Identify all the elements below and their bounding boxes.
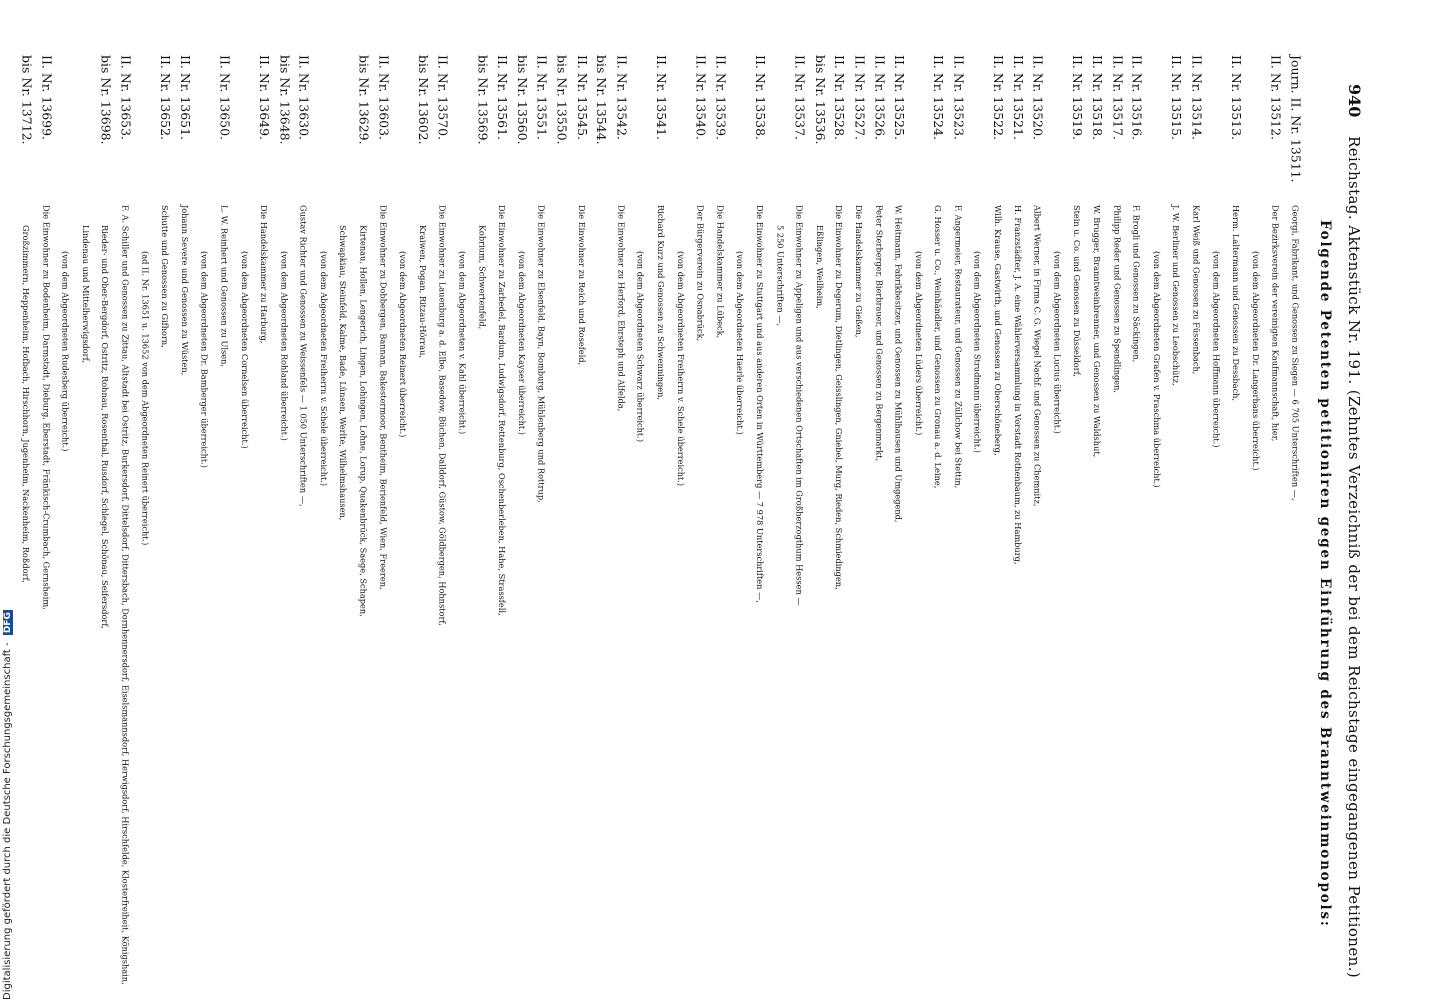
petitioner-text	[16, 205, 56, 985]
petition-entry	[869, 55, 889, 985]
petition-text-line: Die Einwohner zu Bodenheim, Darmstadt, Dieburg, Eberstadt, Fränkisch-Crumbach, Gernsheim,	[41, 205, 51, 610]
petition-text-line: (von dem Abgeordneten Kayser überreicht.)	[517, 251, 527, 436]
journal-reference	[1146, 55, 1186, 205]
petitioner-text	[1027, 205, 1047, 985]
footer-text: Digitalisierung gefördert durch die Deutsche Forschungsgemeinschaft -	[2, 642, 13, 1000]
petition-entry	[175, 55, 195, 985]
petitioner-text	[1107, 205, 1127, 985]
journal-reference	[889, 55, 909, 205]
petitioner-text	[809, 205, 849, 985]
petition-entry	[631, 55, 671, 985]
journal-reference	[512, 55, 552, 205]
petitioner-text	[730, 205, 770, 985]
petitioner-text	[56, 205, 135, 985]
petition-text-line: Georgi, Fabrikant, und Genossen zu Siegen — 6 705 Unterschriften —,	[1290, 205, 1301, 501]
petition-text-line: H. Franzstädter, J. A. eine Wählerversammlung in Vorstadt Rothenbaum, zu Hamburg,	[1012, 205, 1023, 565]
petitioner-text	[968, 205, 1008, 985]
journal-reference	[1047, 55, 1087, 205]
journal-number: bis Nr. 13560.	[515, 55, 530, 145]
petition-text-line: (von dem Abgeordneten Freiherrn v. Schele überreicht.)	[318, 251, 329, 487]
journal-number: II. Nr. 13514.	[1189, 55, 1204, 141]
petition-text-line: (ad II. Nr. 13651 u. 13652 von dem Abgeordneten Reinert überreicht.)	[140, 251, 150, 546]
petitioner-text	[1146, 205, 1186, 985]
petition-text-line: F. A. Schiller und Genossen zu Zittau, Altstadt bei Ostritz, Burkersdorf, Dittelsdorf, Dittersbach, Dornhennersdorf, Eiselsmannsdorf, Herwigsdorf, Hirschfelde, Klosterfreiheit, Königshain,	[120, 205, 131, 985]
petitioner-text	[452, 205, 511, 985]
petition-text-line: Richard Kurz und Genossen zu Schwenningen,	[655, 205, 666, 401]
petitioner-text	[1246, 205, 1286, 985]
petitioner-text	[908, 205, 948, 985]
petitioner-text	[1087, 205, 1107, 985]
journal-number: II. Nr. 13652.	[158, 55, 173, 141]
petition-entry	[234, 55, 274, 985]
petition-text-line: (von dem Abgeordneten Strudmann überreicht.)	[973, 251, 983, 454]
journal-reference	[1027, 55, 1047, 205]
journal-number: II. Nr. 13651.	[178, 55, 193, 141]
journal-number: II. Nr. 13515.	[1169, 55, 1185, 141]
journal-number: II. Nr. 13522.	[991, 55, 1006, 141]
journal-number: II. Nr. 13539.	[713, 55, 728, 141]
journal-reference	[908, 55, 948, 205]
intro-line: Folgende Petenten petitioniren gegen Einführung des Branntweinmonopols:	[1317, 220, 1333, 928]
petition-text-line: Die Einwohner zu Zarbedel, Bardum, Ludwigsdorf, Rettenburg, Oschenberleben, Hahe, Strassfell,	[497, 205, 507, 616]
journal-number: II. Nr. 13525.	[891, 55, 907, 141]
petition-entry	[770, 55, 810, 985]
journal-reference	[631, 55, 671, 205]
petition-text-line: (von dem Abgeordneten Dr. Bamberger überreicht.)	[199, 251, 210, 469]
petitioner-text	[591, 205, 631, 985]
petition-text-line: (von dem Abgeordneten Cornelsen überreicht.)	[239, 251, 250, 449]
journal-reference	[393, 55, 452, 205]
petition-entry	[809, 55, 849, 985]
petition-entry	[908, 55, 948, 985]
journal-number: II. Nr. 13516.	[1129, 55, 1145, 141]
journal-number: bis Nr. 13629.	[356, 55, 371, 145]
journal-number: II. Nr. 13649.	[257, 55, 272, 141]
petition-entry	[1047, 55, 1087, 985]
petitioner-text	[1047, 205, 1087, 985]
journal-number: II. Nr. 13541.	[654, 55, 669, 141]
petition-entry	[551, 55, 591, 985]
petition-text-line: Die Einwohner zu Reich und Rosefeld,	[576, 205, 587, 366]
journal-number: bis Nr. 13712.	[19, 55, 34, 145]
petition-text-line: F. Angermeier, Restaurateur, und Genossen zu Züllchow bei Stettin,	[953, 205, 964, 489]
footer-strip	[2, 10, 16, 1000]
journal-number: II. Nr. 13527.	[852, 55, 867, 141]
petition-entry	[948, 55, 968, 985]
petitioner-text	[1206, 205, 1246, 985]
petition-text-line: Die Einwohner zu Stuttgart und aus anderen Orten in Württemberg — 7 978 Unterschriften —,	[755, 205, 765, 603]
journal-number: II. Nr. 13517.	[1110, 55, 1125, 141]
petition-entry	[512, 55, 552, 985]
journal-reference	[1285, 55, 1305, 205]
petition-text-line: Die Handelskammer zu Lübeck,	[715, 205, 726, 339]
journal-reference	[1107, 55, 1127, 205]
petition-text-line: Großzimmern, Heppenheim, Hofbach, Hirschhorn, Jugenheim, Nackenheim, Roßdorf,	[21, 225, 31, 583]
journal-number: II. Nr. 13630.	[297, 55, 312, 141]
journal-number: II. Nr. 13520.	[1030, 55, 1046, 141]
petition-text-line: Lindenau und Mittelherwigsdorf,	[80, 225, 91, 363]
petitioner-text	[1186, 205, 1206, 985]
petition-entry	[968, 55, 1008, 985]
petition-text-line: Der Bürgerverein zu Osnabrück,	[695, 205, 706, 342]
journal-number: II. Nr. 13528.	[832, 55, 847, 141]
journal-number: II. Nr. 13518.	[1090, 55, 1105, 141]
petition-entry	[849, 55, 869, 985]
journal-reference	[135, 55, 175, 205]
journal-number: bis Nr. 13544.	[594, 55, 609, 145]
petition-text-line: (von dem Abgeordneten Hoffmann überreicht.)	[1211, 251, 1221, 448]
journal-number: II. Nr. 13526.	[872, 55, 887, 141]
petition-text-line: Gustav Richter und Genossen zu Weissenfels — 1 050 Unterschriften —,	[298, 205, 309, 507]
petition-entry	[889, 55, 909, 985]
petition-text-line: Johann Severe und Genossen zu Wüsten,	[179, 205, 190, 376]
petition-text-line: L. W. Reinhert und Genossen zu Ulsen,	[219, 205, 230, 368]
petition-entry	[313, 55, 392, 985]
journal-reference	[1206, 55, 1246, 205]
petition-text-line: Peter Sterberger, Bierbrauer, und Genossen zu Bergenmarkt,	[874, 205, 884, 462]
petition-entry	[670, 55, 710, 985]
journal-number: II. Nr. 13650.	[217, 55, 233, 141]
petitioner-text	[175, 205, 195, 985]
petitioner-text	[135, 205, 175, 985]
petition-text-line: Die Handelskammer zu Gießen,	[854, 205, 864, 338]
petitioner-text	[393, 205, 452, 985]
petition-text-line: Schwapkiau, Steinfeld, Kalme, Bade, Lünsen, Werlte, Wilhelmshausen,	[338, 225, 349, 521]
journal-reference	[948, 55, 968, 205]
journal-reference	[710, 55, 730, 205]
journal-number: bis Nr. 13550.	[554, 55, 570, 145]
journal-reference	[313, 55, 392, 205]
petition-text-line: (von dem Abgeordneten Rudesberg überreicht.)	[60, 251, 71, 452]
journal-number: II. Nr. 13542.	[614, 55, 629, 141]
petitioner-text	[1285, 205, 1305, 985]
petitioner-text	[512, 205, 552, 985]
journal-reference	[1127, 55, 1147, 205]
petitioner-text	[770, 205, 810, 985]
petition-entry	[1087, 55, 1107, 985]
journal-reference	[1008, 55, 1028, 205]
petition-entry	[1246, 55, 1286, 985]
petition-text-line: (von dem Abgeordneten Haerle überreicht.)	[735, 251, 745, 435]
journal-number: II. Nr. 13521.	[1010, 55, 1026, 141]
petitioner-text	[889, 205, 909, 985]
journal-reference	[770, 55, 810, 205]
journal-number: II. Nr. 13513.	[1229, 55, 1244, 141]
journal-number: II. Nr. 13540.	[693, 55, 709, 141]
petition-entry	[56, 55, 135, 985]
petition-text-line: (von dem Abgeordneten Grafen v. Praschma überreicht.)	[1151, 251, 1162, 488]
petition-text-line: Kobrium, Schwertenfeld,	[477, 225, 488, 330]
petitioner-text	[274, 205, 314, 985]
petition-text-line: (von dem Abgeordneten Dr. Langerhans überreicht.)	[1250, 251, 1261, 471]
petitioner-text	[849, 205, 869, 985]
journal-number: II. Nr. 13699.	[39, 55, 54, 141]
petition-text-line: Die Einwohner zu Dobbergen, Bannan, Bakestermoor, Bentheim, Berienfeld, Wien, Freeren,	[378, 205, 388, 590]
journal-reference	[869, 55, 889, 205]
petition-text-line: Stein u. Co. und Genossen zu Düsseldorf,	[1072, 205, 1083, 378]
journal-number: II. Nr. 13653.	[118, 55, 133, 141]
journal-reference	[452, 55, 511, 205]
journal-reference	[1186, 55, 1206, 205]
journal-reference	[809, 55, 849, 205]
petition-entry	[393, 55, 452, 985]
journal-number: II. Nr. 13570.	[435, 55, 451, 141]
petition-text-line: Die Einwohner zu Appeligen und aus verschiedenen Ortschaften im Großherzogthum Hessen —	[794, 205, 805, 606]
petition-text-line: (von dem Abgeordneten Schwarz überreicht.)	[636, 251, 646, 443]
petition-entry	[730, 55, 770, 985]
petitioner-text	[234, 205, 274, 985]
petition-text-line: Der Bezirksverein der vereinigten Kaufmannschaft, hier,	[1270, 205, 1281, 442]
petition-entry	[194, 55, 234, 985]
petition-text-line: Eßlingen, Weilheim,	[814, 225, 825, 309]
journal-number: II. Nr. 13524.	[931, 55, 947, 141]
journal-number: II. Nr. 13537.	[792, 55, 808, 141]
petitioner-text	[1008, 205, 1028, 985]
petition-entry	[1186, 55, 1206, 985]
petition-entry	[274, 55, 314, 985]
page-number: 940	[1345, 84, 1364, 118]
petition-entry	[16, 55, 56, 985]
petition-entry	[1206, 55, 1246, 985]
petitioner-text	[313, 205, 392, 985]
journal-reference	[194, 55, 234, 205]
petition-text-line: W. Heitmann, Fabrikbesitzer, und Genossen zu Mühlhausen und Umgegend,	[893, 205, 904, 523]
journal-number: II. Nr. 13519.	[1070, 55, 1085, 141]
petitioner-text	[869, 205, 889, 985]
petition-text-line: Albert Werner, in Firma C. G. Wiegel Nachf. und Genossen zu Chemnitz,	[1032, 205, 1043, 507]
petition-text-line: (von dem Abgeordneten Rohland überreicht.)	[279, 251, 289, 441]
petition-text-line: Die Handelskammer zu Harburg,	[259, 205, 269, 344]
petition-text-line: Kraiwen, Pogan, Ritzau-Hörrau,	[417, 225, 428, 359]
petition-text-line: Wilh. Krause, Gastwirth, und Genossen zu Oberschöneberg,	[993, 205, 1003, 456]
petition-text-line: (von dem Abgeordneten Freiherrn v. Schele überreicht.)	[675, 251, 686, 487]
petition-text-line: G. Hosser u. Co., Weinhändler, und Genossen zu Gronau a. d. Leine,	[933, 205, 944, 489]
petition-entry	[1027, 55, 1047, 985]
petitioner-text	[710, 205, 730, 985]
petition-text-line: Die Einwohner zu Elsenfeld, Bayn, Bomburg, Mühlenberg und Rottrup,	[536, 205, 547, 503]
petition-text-line: (von dem Abgeordneten Reinert überreicht.)	[398, 251, 408, 438]
petition-text-line: (von dem Abgeordneten v. Kahl überreicht.)	[457, 251, 468, 435]
petitioner-text	[631, 205, 671, 985]
petitioner-text	[551, 205, 591, 985]
petition-text-line: Philipp Reder und Genossen zu Spendlingen,	[1112, 205, 1122, 394]
petition-text-line: Kirtenau, Hollen, Lengerich, Lingen, Lohingen, Lohne, Lorup, Quakenbrück, Saege, Schapen,	[358, 225, 369, 617]
journal-number: II. Nr. 13538.	[753, 55, 768, 141]
petition-entry	[1008, 55, 1028, 985]
journal-number: II. Nr. 13551.	[535, 55, 550, 141]
petition-text-line: J. W. Berliner und Genossen zu Leobschütz,	[1171, 205, 1182, 386]
journal-number: bis Nr. 13698.	[98, 55, 114, 145]
journal-number: bis Nr. 13648.	[277, 55, 292, 145]
petition-entry	[1127, 55, 1147, 985]
journal-reference	[1087, 55, 1107, 205]
journal-number: Journ. II. Nr. 13511.	[1288, 55, 1304, 183]
petitioner-text	[670, 205, 710, 985]
petition-entry	[591, 55, 631, 985]
journal-reference	[670, 55, 710, 205]
petition-entry	[1285, 55, 1305, 985]
journal-number: II. Nr. 13545.	[574, 55, 590, 141]
journal-reference	[234, 55, 274, 205]
petition-text-line: Herm. Laltermann und Genossen zu Dessbach,	[1231, 205, 1241, 402]
page-header	[1339, 84, 1369, 979]
petition-text-line: Die Einwohner zu Degerum, Dietlingen, Geisslingen, Gniebel, Murg, Rieden, Schmiedingen,	[834, 205, 845, 590]
journal-reference	[730, 55, 770, 205]
petitioner-text	[1127, 205, 1147, 985]
petition-text-line: (von dem Abgeordneten Lucius überreicht.)	[1052, 251, 1063, 434]
page-title: Reichstag. Aktenstück Nr. 191. (Zehntes Verzeichniß der bei dem Reichstage eingegangenen Petitionen.)	[1345, 136, 1363, 979]
petitioner-text	[194, 205, 234, 985]
petitioner-text	[948, 205, 968, 985]
petition-text-line: Die Einwohner zu Lauenburg a. d. Elbe, Basedow, Büchen, Dalldorf, Güstow, Göldbergen, Hohnstorf,	[437, 205, 448, 626]
journal-number: II. Nr. 13523.	[951, 55, 966, 141]
petition-list	[16, 55, 1305, 985]
journal-reference	[274, 55, 314, 205]
journal-reference	[551, 55, 591, 205]
petition-text-line: Rieder- und Ober-Bergdorf, Ostritz, Rohnau, Rosenthal, Rusdorf, Schlegel, Schönau, Seifersdorf,	[100, 225, 111, 629]
journal-number: bis Nr. 13569.	[475, 55, 490, 145]
journal-reference	[591, 55, 631, 205]
journal-number: II. Nr. 13603.	[376, 55, 391, 141]
petition-entry	[135, 55, 175, 985]
journal-number: bis Nr. 13602.	[416, 55, 431, 145]
journal-reference	[849, 55, 869, 205]
petition-text-line: W. Brugger, Branntweinbrenner, und Genossen zu Waldshut,	[1092, 205, 1102, 458]
petition-entry	[1107, 55, 1127, 985]
petition-entry	[452, 55, 511, 985]
journal-reference	[56, 55, 135, 205]
petition-text-line: (von dem Abgeordneten Lüders überreicht.)	[913, 251, 924, 436]
petition-text-line: Die Einwohner zu Herford, Ehrsteph und Alfelda,	[616, 205, 626, 412]
petition-entry	[710, 55, 730, 985]
journal-number: II. Nr. 13561.	[495, 55, 510, 141]
petition-text-line: Schutte und Genossen zu Gifhorn,	[160, 205, 170, 348]
petition-entry	[1146, 55, 1186, 985]
petition-text-line: 5 250 Unterschriften —,	[774, 225, 785, 327]
journal-reference	[175, 55, 195, 205]
dfg-logo: DFG	[3, 612, 13, 634]
journal-reference	[16, 55, 56, 205]
journal-reference	[968, 55, 1008, 205]
petition-text-line: F. Brogli und Genossen zu Säckingen,	[1131, 205, 1142, 363]
journal-reference	[1246, 55, 1286, 205]
journal-number: II. Nr. 13512.	[1268, 55, 1284, 141]
journal-number: bis Nr. 13536.	[812, 55, 828, 145]
petition-text-line: Karl Weiß und Genossen zu Füssenbach,	[1191, 205, 1202, 375]
